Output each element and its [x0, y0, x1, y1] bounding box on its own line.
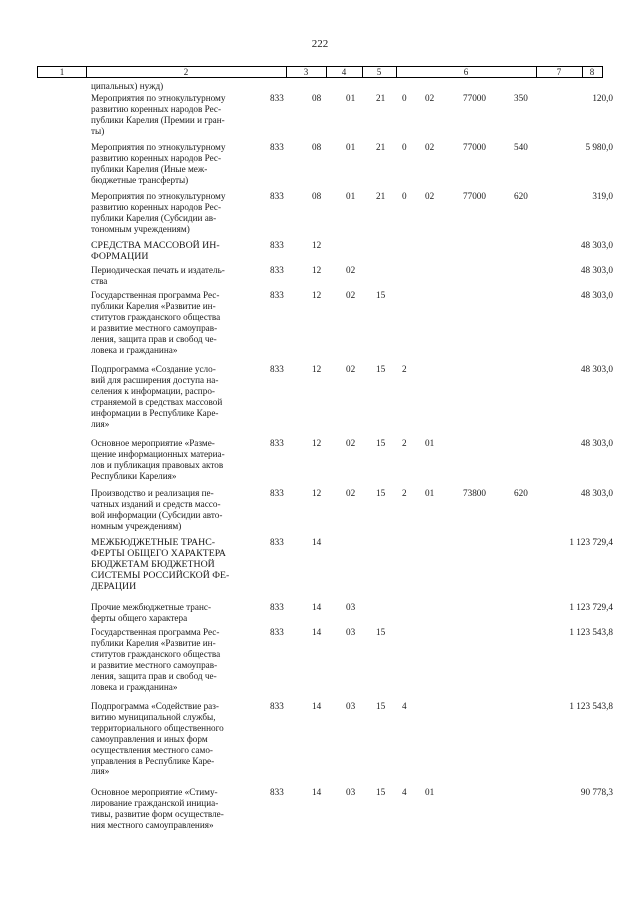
cell-c3: 833: [270, 290, 284, 300]
table-header-row: [37, 66, 603, 78]
cell-c6b: 2: [402, 488, 407, 498]
cell-c5: 02: [346, 438, 356, 448]
cell-c6c: 02: [425, 142, 435, 152]
row-name: Мероприятия по этнокультурному развитию коренных народов Рес- публики Карелия (Субсидии ав- тономным учреждениям): [91, 191, 226, 234]
cell-c8: 90 778,3: [580, 787, 613, 797]
cell-c5: 02: [346, 265, 356, 275]
row-name: Государственная программа Рес- публики Карелия «Развитие ин- ститутов гражданского общества и развитие местного самоуправ- ления, защита прав и свобод че- ловека и гражданина»: [91, 627, 221, 692]
cell-c6d: 73800: [463, 488, 486, 498]
header-col-3: 3: [303, 67, 309, 77]
cell-c3: 833: [270, 701, 284, 711]
cell-c4: 08: [312, 142, 322, 152]
cell-c3: 833: [270, 265, 284, 275]
cell-c6c: 02: [425, 191, 435, 201]
cell-c6d: 77000: [463, 93, 486, 103]
cell-c6b: 2: [402, 438, 407, 448]
cell-c5: 01: [346, 142, 356, 152]
cell-c6b: 4: [402, 701, 407, 711]
row-name: Мероприятия по этнокультурному развитию коренных народов Рес- публики Карелия (Иные меж- бюджетные трансферты): [91, 142, 226, 185]
cell-c5: 03: [346, 602, 356, 612]
cell-c3: 833: [270, 627, 284, 637]
cell-c4: 12: [312, 364, 322, 374]
header-col-5: 5: [376, 67, 382, 77]
cell-c3: 833: [270, 488, 284, 498]
cell-c6a: 21: [376, 191, 386, 201]
cell-c8: 48 303,0: [580, 364, 613, 374]
cell-c8: 1 123 543,8: [569, 701, 613, 711]
cell-c5: 03: [346, 787, 356, 797]
cell-c3: 833: [270, 142, 284, 152]
cell-c3: 833: [270, 602, 284, 612]
cell-c6a: 15: [376, 438, 386, 448]
cell-c6b: 4: [402, 787, 407, 797]
cell-c6c: 01: [425, 787, 435, 797]
cell-c8: 48 303,0: [580, 290, 613, 300]
cell-c8: 48 303,0: [580, 438, 613, 448]
cell-c4: 14: [312, 787, 322, 797]
cell-c3: 833: [270, 787, 284, 797]
header-col-2: 2: [183, 67, 189, 77]
cell-c6a: 15: [376, 290, 386, 300]
cell-c8: 48 303,0: [580, 265, 613, 275]
cell-c3: 833: [270, 240, 284, 250]
cell-c5: 02: [346, 290, 356, 300]
cell-c4: 12: [312, 240, 322, 250]
cell-c6b: 0: [402, 142, 407, 152]
cell-c4: 12: [312, 265, 322, 275]
cell-c3: 833: [270, 93, 284, 103]
cell-c8: 1 123 543,8: [569, 627, 613, 637]
cell-c4: 08: [312, 191, 322, 201]
cell-c5: 02: [346, 364, 356, 374]
cell-c6a: 15: [376, 488, 386, 498]
cell-c6a: 15: [376, 627, 386, 637]
cell-c8: 5 980,0: [585, 142, 613, 152]
row-name: Периодическая печать и издатель- ства: [91, 265, 225, 286]
cell-c6b: 0: [402, 93, 407, 103]
cell-c4: 08: [312, 93, 322, 103]
row-name: Производство и реализация пе- чатных изданий и средств массо- вой информации (Субсидии авто- номным учреждениям): [91, 488, 223, 531]
cell-c6c: 01: [425, 438, 435, 448]
header-col-6: 6: [463, 67, 469, 77]
cell-c5: 01: [346, 191, 356, 201]
row-name: Основное мероприятие «Разме- щение информационных материа- лов и публикация правовых актов Республики Карелия»: [91, 438, 225, 481]
cell-c6d: 77000: [463, 191, 486, 201]
header-col-4: 4: [341, 67, 347, 77]
header-col-8: 8: [589, 67, 595, 77]
cell-c5: 03: [346, 627, 356, 637]
cell-c3: 833: [270, 537, 284, 547]
row-name: Мероприятия по этнокультурному развитию коренных народов Рес- публики Карелия (Премии и гран- ты): [91, 93, 226, 136]
row-name: Основное мероприятие «Стиму- лирование гражданской инициа- тивы, развитие форм осуществле- ния местного самоуправления»: [91, 787, 224, 830]
cell-c3: 833: [270, 191, 284, 201]
row-name: ципальных) нужд): [91, 81, 164, 91]
cell-c3: 833: [270, 364, 284, 374]
cell-c4: 12: [312, 438, 322, 448]
cell-c6a: 21: [376, 142, 386, 152]
cell-c7: 620: [514, 191, 528, 201]
cell-c6a: 21: [376, 93, 386, 103]
cell-c8: 1 123 729,4: [569, 537, 613, 547]
cell-c6b: 0: [402, 191, 407, 201]
cell-c8: 48 303,0: [580, 488, 613, 498]
header-col-1: 1: [59, 67, 65, 77]
header-col-7: 7: [556, 67, 562, 77]
row-name: Подпрограмма «Создание усло- вий для расширения доступа на- селения к информации, распро- страняемой в средствах массовой информации в Республике Каре- лия»: [91, 364, 223, 429]
cell-c4: 12: [312, 290, 322, 300]
cell-c5: 02: [346, 488, 356, 498]
cell-c4: 14: [312, 627, 322, 637]
cell-c4: 14: [312, 701, 322, 711]
page-number: 222: [311, 38, 329, 50]
cell-c7: 540: [514, 142, 528, 152]
cell-c6a: 15: [376, 364, 386, 374]
cell-c8: 1 123 729,4: [569, 602, 613, 612]
cell-c4: 14: [312, 537, 322, 547]
row-name: Государственная программа Рес- публики Карелия «Развитие ин- ститутов гражданского общества и развитие местного самоуправ- ления, защита прав и свобод че- ловека и гражданина»: [91, 290, 221, 355]
cell-c5: 01: [346, 93, 356, 103]
cell-c6c: 01: [425, 488, 435, 498]
row-name: Прочие межбюджетные транс- ферты общего характера: [91, 602, 211, 623]
cell-c6b: 2: [402, 364, 407, 374]
cell-c6a: 15: [376, 787, 386, 797]
cell-c3: 833: [270, 438, 284, 448]
cell-c6a: 15: [376, 701, 386, 711]
cell-c6c: 02: [425, 93, 435, 103]
cell-c6d: 77000: [463, 142, 486, 152]
row-name: Подпрограмма «Содействие раз- витию муниципальной службы, территориального общественного самоуправления и иных форм осуществления местного само- управления в Республике Каре- лия»: [91, 701, 224, 777]
cell-c8: 319,0: [592, 191, 613, 201]
cell-c4: 14: [312, 602, 322, 612]
cell-c8: 120,0: [592, 93, 613, 103]
cell-c8: 48 303,0: [580, 240, 613, 250]
cell-c7: 350: [514, 93, 528, 103]
row-name: МЕЖБЮДЖЕТНЫЕ ТРАНС- ФЕРТЫ ОБЩЕГО ХАРАКТЕРА БЮДЖЕТАМ БЮДЖЕТНОЙ СИСТЕМЫ РОССИЙСКОЙ ФЕ- ДЕРАЦИИ: [91, 537, 230, 592]
cell-c5: 03: [346, 701, 356, 711]
cell-c4: 12: [312, 488, 322, 498]
cell-c7: 620: [514, 488, 528, 498]
row-name: СРЕДСТВА МАССОВОЙ ИН- ФОРМАЦИИ: [91, 240, 220, 262]
